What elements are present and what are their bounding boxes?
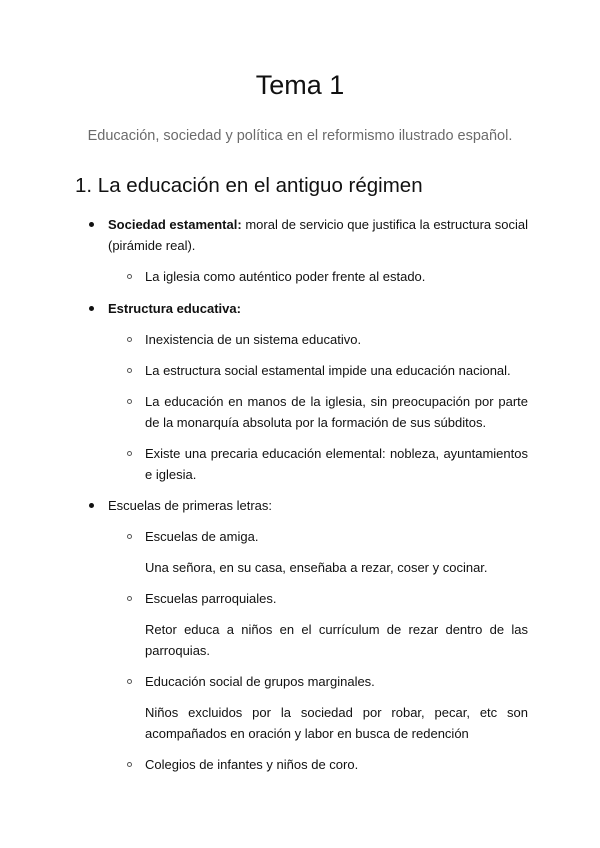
sub-item-iglesia: La iglesia como auténtico poder frente al estado. [145, 269, 426, 284]
bullet-circle [127, 274, 132, 279]
bullet-dot [89, 503, 94, 508]
sub-item-inexistencia: Inexistencia de un sistema educativo. [145, 332, 362, 347]
bullet-circle [127, 368, 132, 373]
section-heading: 1. La educación en el antiguo régimen [75, 174, 423, 197]
sub-item-iglesia-educacion: La educación en manos de la iglesia, sin preocupación por parte de la monarquía absoluta por la formación de sus súbditos. [145, 394, 528, 430]
sub-item-amiga-desc: Una señora, en su casa, enseñaba a rezar, coser y cocinar. [145, 560, 488, 575]
sub-item-precaria: Existe una precaria educación elemental: nobleza, ayuntamientos e iglesia. [145, 446, 528, 482]
document-subtitle: Educación, sociedad y política en el reformismo ilustrado español. [87, 128, 513, 144]
bullet-circle [127, 534, 132, 539]
document-title: Tema 1 [255, 70, 345, 100]
sub-item-amiga: Escuelas de amiga. [145, 529, 259, 544]
sub-item-marginales-desc: Niños excluidos por la sociedad por robar, pecar, etc son acompañados en oración y labor en busca de redención [145, 705, 528, 741]
list-item-sociedad [108, 214, 528, 256]
list-item-escuelas: Escuelas de primeras letras: [108, 498, 273, 513]
bullet-circle [127, 762, 132, 767]
sub-item-marginales: Educación social de grupos marginales. [145, 674, 375, 689]
list-item-estructura [108, 298, 528, 319]
sub-item-colegios: Colegios de infantes y niños de coro. [145, 757, 359, 772]
bullet-dot [89, 222, 94, 227]
bullet-circle [127, 337, 132, 342]
estructura-label: Estructura educativa: [108, 301, 241, 316]
bullet-circle [127, 679, 132, 684]
sub-item-parroquiales: Escuelas parroquiales. [145, 591, 277, 606]
bullet-circle [127, 596, 132, 601]
bullet-dot [89, 306, 94, 311]
sociedad-text: moral de servicio que justifica la estructura social (pirámide real). [108, 217, 529, 253]
sub-item-estamental: La estructura social estamental impide una educación nacional. [145, 363, 511, 378]
sociedad-label: Sociedad estamental: [108, 217, 242, 232]
sub-item-parroquiales-desc: Retor educa a niños en el currículum de rezar dentro de las parroquias. [145, 622, 528, 658]
bullet-circle [127, 451, 132, 456]
bullet-circle [127, 399, 132, 404]
